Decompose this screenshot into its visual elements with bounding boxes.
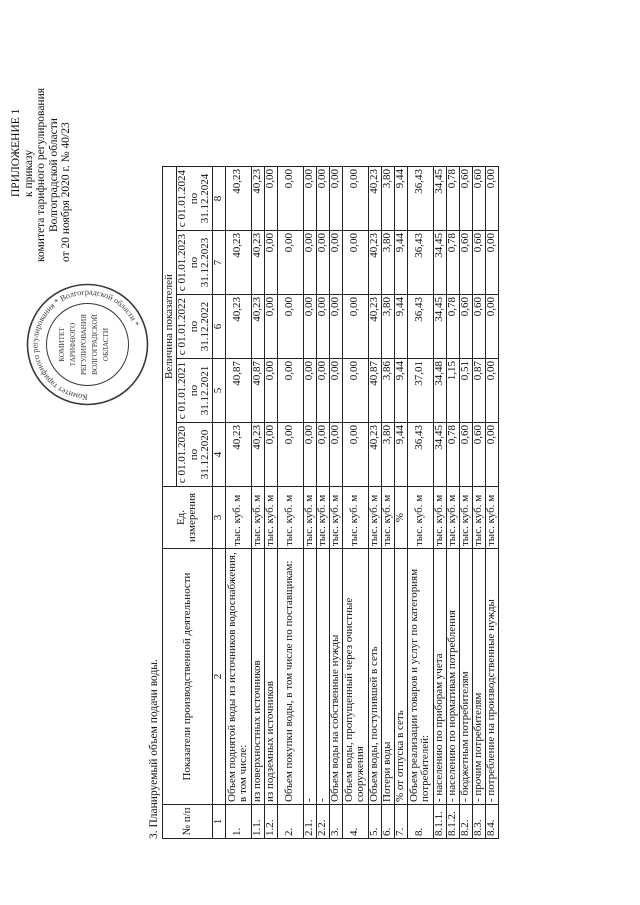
appendix-line-1: к приказу (22, 149, 35, 197)
table-row (368, 167, 381, 839)
row-value: 0,00 (277, 231, 303, 295)
row-value: 1,15 (446, 359, 459, 423)
row-value: 36,43 (407, 167, 433, 231)
row-value: 0,60 (459, 423, 472, 487)
row-value: 0,00 (303, 359, 316, 423)
column-number: 5 (212, 359, 225, 423)
row-value: 0,00 (264, 423, 277, 487)
row-value: 0,00 (264, 359, 277, 423)
column-number: 7 (212, 231, 225, 295)
row-number: 8.1.1. (433, 805, 446, 839)
table-row (225, 167, 251, 839)
table-row (342, 167, 368, 839)
row-number: 4. (342, 805, 368, 839)
row-indicator: - прочим потребителям (472, 549, 485, 805)
row-value: 36,43 (407, 295, 433, 359)
row-value: 40,87 (368, 359, 381, 423)
row-number: 1.1. (251, 805, 264, 839)
row-value: 0,00 (277, 423, 303, 487)
table-row (264, 167, 277, 839)
row-number: 8.3. (472, 805, 485, 839)
row-unit: тыс. куб. м (251, 487, 264, 549)
row-unit: % (394, 487, 407, 549)
row-value: 3,86 (381, 359, 394, 423)
table-row (459, 167, 472, 839)
column-number: 2 (212, 549, 225, 805)
row-value: 3,80 (381, 423, 394, 487)
row-value: 0,60 (459, 231, 472, 295)
row-value: 0,00 (264, 231, 277, 295)
row-value: 0,00 (316, 295, 329, 359)
row-value: 0,00 (485, 231, 498, 295)
row-value: 40,23 (225, 167, 251, 231)
row-unit: тыс. куб. м (459, 487, 472, 549)
header-period-2: с 01.01.2021 по 31.12.2021 (177, 359, 213, 423)
column-number: 1 (212, 805, 225, 839)
row-unit: тыс. куб. м (316, 487, 329, 549)
row-indicator: - бюджетным потребителям (459, 549, 472, 805)
row-value: 0,00 (485, 295, 498, 359)
row-value: 0,00 (485, 167, 498, 231)
row-unit: тыс. куб. м (485, 487, 498, 549)
row-value: 40,23 (251, 231, 264, 295)
row-value: 0,51 (459, 359, 472, 423)
row-number: 2.2. (316, 805, 329, 839)
row-value: 0,00 (342, 295, 368, 359)
row-unit: тыс. куб. м (433, 487, 446, 549)
table-row (407, 167, 433, 839)
appendix-line-3: Волгоградской области (47, 118, 60, 232)
row-number: 2. (277, 805, 303, 839)
row-unit: тыс. куб. м (225, 487, 251, 549)
row-indicator: Объем поднятой воды из источников водоснабжения, в том числе: (225, 549, 251, 805)
row-value: 40,23 (368, 231, 381, 295)
appendix-line-2: комитета тарифного регулирования (35, 87, 47, 262)
table-row (472, 167, 485, 839)
stamp-line-4: ВОЛГОГРАДСКОЙ (91, 314, 99, 375)
row-value: 34,45 (433, 231, 446, 295)
row-value: 0,00 (303, 423, 316, 487)
table-row (433, 167, 446, 839)
row-value: 0,60 (472, 231, 485, 295)
row-indicator: Объем воды, поступившей в сеть (368, 549, 381, 805)
row-number: 3. (329, 805, 342, 839)
row-indicator: Объем реализации товаров и услуг по категориям потребителей: (407, 549, 433, 805)
row-value: 0,60 (472, 167, 485, 231)
row-indicator: Объем воды на собственные нужды (329, 549, 342, 805)
table-row (485, 167, 498, 839)
row-value: 0,60 (459, 167, 472, 231)
header-num: № п/п (163, 805, 213, 839)
row-unit: тыс. куб. м (264, 487, 277, 549)
row-value: 0,00 (342, 231, 368, 295)
header-period-1: с 01.01.2020 по 31.12.2020 (177, 423, 213, 487)
row-number: 8.1.2. (446, 805, 459, 839)
row-number: 1. (225, 805, 251, 839)
row-value: 0,60 (472, 423, 485, 487)
row-value: 0,00 (316, 359, 329, 423)
row-value: 0,00 (303, 231, 316, 295)
row-value: 0,00 (277, 359, 303, 423)
row-value: 40,23 (368, 423, 381, 487)
row-value: 0,00 (485, 359, 498, 423)
row-number: 1.2. (264, 805, 277, 839)
row-value: 0,00 (485, 423, 498, 487)
row-value: 0,00 (277, 295, 303, 359)
row-value: 0,00 (342, 167, 368, 231)
row-value: 34,45 (433, 167, 446, 231)
table-row (329, 167, 342, 839)
row-value: 0,00 (264, 167, 277, 231)
row-value: 0,78 (446, 295, 459, 359)
row-value: 0,00 (329, 423, 342, 487)
table-row (394, 167, 407, 839)
row-value: 0,00 (329, 295, 342, 359)
column-number: 4 (212, 423, 225, 487)
row-value: 40,23 (251, 295, 264, 359)
header-group: Величина показателей (163, 167, 177, 487)
row-value: 0,00 (316, 423, 329, 487)
row-indicator: - (303, 549, 316, 805)
row-value: 40,23 (251, 167, 264, 231)
row-value: 0,00 (342, 359, 368, 423)
row-value: 3,80 (381, 167, 394, 231)
row-number: 8.2. (459, 805, 472, 839)
row-number: 6. (381, 805, 394, 839)
row-value: 34,48 (433, 359, 446, 423)
rotated-content (0, 32, 640, 872)
row-unit: тыс. куб. м (472, 487, 485, 549)
row-value: 40,23 (225, 295, 251, 359)
section-title: 3. Планируемый объем подачи воды. (148, 659, 160, 839)
row-value: 0,00 (329, 167, 342, 231)
row-value: 0,00 (303, 167, 316, 231)
row-value: 40,23 (225, 231, 251, 295)
row-number: 2.1. (303, 805, 316, 839)
row-indicator: % от отпуска в сеть (394, 549, 407, 805)
stamp-line-2: ТАРИФНОГО (69, 322, 77, 367)
row-indicator: - (316, 549, 329, 805)
row-unit: тыс. куб. м (368, 487, 381, 549)
stamp-line-5: ОБЛАСТИ (102, 327, 110, 362)
header-indicator: Показатели производственной деятельности (163, 549, 213, 805)
appendix-header (10, 67, 73, 317)
row-unit: тыс. куб. м (381, 487, 394, 549)
row-indicator: - населению по нормативам потребления (446, 549, 459, 805)
row-value: 0,60 (472, 295, 485, 359)
row-number: 7. (394, 805, 407, 839)
row-value: 0,00 (316, 231, 329, 295)
row-value: 9,44 (394, 167, 407, 231)
row-value: 40,23 (251, 423, 264, 487)
row-unit: тыс. куб. м (303, 487, 316, 549)
row-unit: тыс. куб. м (342, 487, 368, 549)
row-value: 9,44 (394, 423, 407, 487)
table-row (251, 167, 264, 839)
row-value: 37,01 (407, 359, 433, 423)
row-value: 9,44 (394, 231, 407, 295)
row-unit: тыс. куб. м (407, 487, 433, 549)
row-value: 3,80 (381, 231, 394, 295)
row-value: 40,23 (368, 167, 381, 231)
row-value: 34,45 (433, 295, 446, 359)
row-value: 0,87 (472, 359, 485, 423)
header-period-4: с 01.01.2023 по 31.12.2023 (177, 231, 213, 295)
row-value: 40,87 (225, 359, 251, 423)
appendix-title: ПРИЛОЖЕНИЕ 1 (10, 108, 22, 197)
stamp-ring-text: Комитет тарифного регулирования * Волгоградской области * (30, 287, 141, 402)
row-value: 0,00 (316, 167, 329, 231)
table-row (277, 167, 303, 839)
header-period-5: с 01.01.2024 по 31.12.2024 (177, 167, 213, 231)
row-indicator: Объем воды, пропущенный через очистные сооружения (342, 549, 368, 805)
stamp-line-1: КОМИТЕТ (58, 327, 66, 362)
row-value: 0,78 (446, 423, 459, 487)
row-indicator: - населению по приборам учета (433, 549, 446, 805)
row-value: 40,87 (251, 359, 264, 423)
row-indicator: из подземных источников (264, 549, 277, 805)
row-value: 0,00 (329, 359, 342, 423)
row-value: 0,60 (459, 295, 472, 359)
column-number: 6 (212, 295, 225, 359)
row-indicator: - потребление на производственные нужды (485, 549, 498, 805)
row-number: 8. (407, 805, 433, 839)
row-unit: тыс. куб. м (329, 487, 342, 549)
row-indicator: из поверхностных источников (251, 549, 264, 805)
appendix-line-4: от 20 ноября 2020 г. № 40/23 (60, 122, 72, 262)
row-indicator: Потери воды (381, 549, 394, 805)
row-value: 0,78 (446, 231, 459, 295)
table-row (381, 167, 394, 839)
row-value: 0,00 (329, 231, 342, 295)
official-stamp-seal (25, 282, 150, 407)
row-value: 0,00 (277, 167, 303, 231)
row-number: 5. (368, 805, 381, 839)
row-indicator: Объем покупки воды, в том числе по поставщикам: (277, 549, 303, 805)
row-unit: тыс. куб. м (446, 487, 459, 549)
row-value: 3,80 (381, 295, 394, 359)
row-value: 34,45 (433, 423, 446, 487)
row-value: 36,43 (407, 231, 433, 295)
water-supply-table (162, 166, 499, 839)
row-value: 0,00 (342, 423, 368, 487)
row-value: 9,44 (394, 359, 407, 423)
column-number: 8 (212, 167, 225, 231)
row-number: 8.4. (485, 805, 498, 839)
table-row (446, 167, 459, 839)
row-value: 9,44 (394, 295, 407, 359)
table-body (225, 167, 498, 839)
row-unit: тыс. куб. м (277, 487, 303, 549)
row-value: 0,00 (303, 295, 316, 359)
header-period-3: с 01.01.2022 по 31.12.2022 (177, 295, 213, 359)
header-unit: Ед. измерения (163, 487, 213, 549)
row-value: 40,23 (225, 423, 251, 487)
row-value: 36,43 (407, 423, 433, 487)
row-value: 0,00 (264, 295, 277, 359)
table-row (303, 167, 316, 839)
row-value: 0,78 (446, 167, 459, 231)
column-number: 3 (212, 487, 225, 549)
row-value: 40,23 (368, 295, 381, 359)
table-row (316, 167, 329, 839)
stamp-line-3: РЕГУЛИРОВАНИЯ (80, 314, 88, 375)
